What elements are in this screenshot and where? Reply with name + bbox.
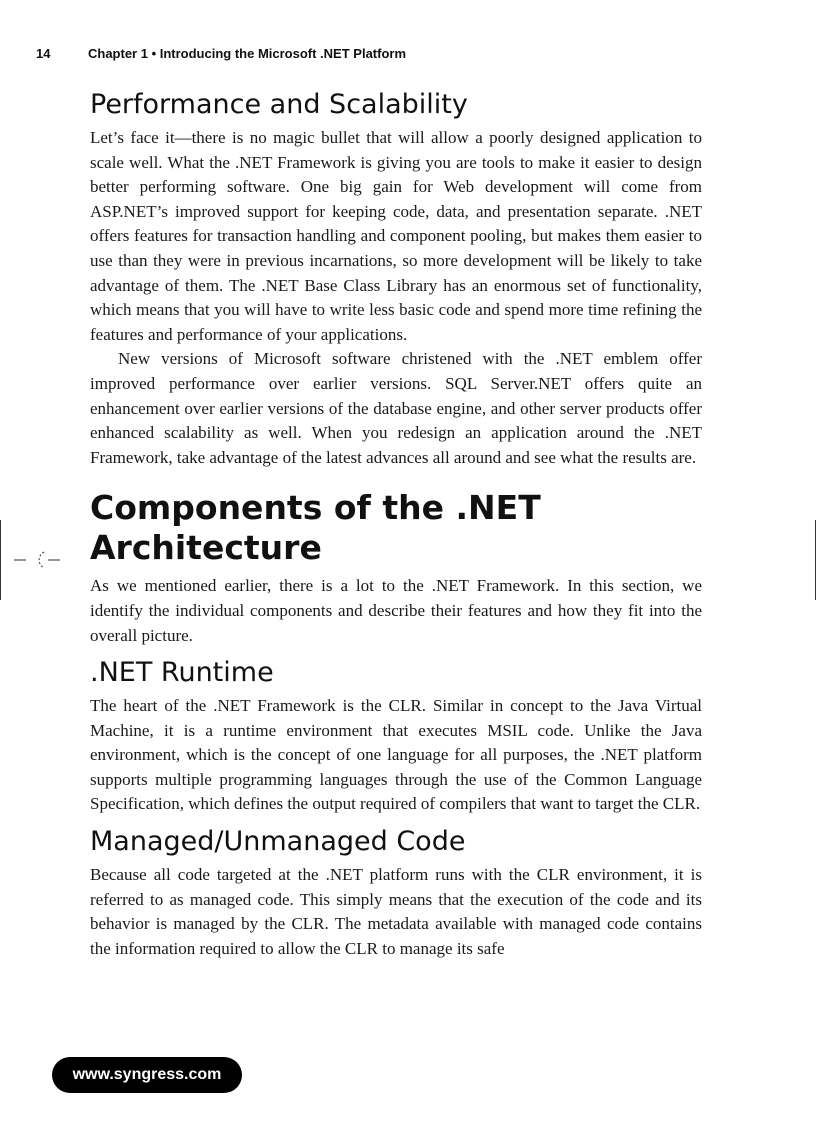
paragraph-performance-2: New versions of Microsoft software christened with the .NET emblem offer improved performance over earlier versions. SQL Server.NET offers quite an enhancement over earlier versions of the database engine, and other server products offer enhanced scalability as well. When you redesign an application around the .NET Framework, take advantage of the latest advances all around and see what the results are. (90, 349, 702, 467)
crop-mark-left (0, 520, 1, 600)
heading-performance: Performance and Scalability (90, 89, 468, 120)
running-head (36, 46, 406, 61)
chapter-title: Chapter 1 • Introducing the Microsoft .NET Platform (88, 46, 407, 61)
heading-managed-code: Managed/Unmanaged Code (90, 826, 466, 858)
paragraph-managed-1: Because all code targeted at the .NET platform runs with the CLR environment, it is referred to as managed code. This simply means that the execution of the code and its behavior is managed by the CLR. The metadata available with managed code contains the information required to allow the CLR to manage its safe (90, 865, 702, 958)
page-number: 14 (36, 46, 51, 61)
paragraph-components-1: As we mentioned earlier, there is a lot to the .NET Framework. In this section, we identify the individual components and describe their features and how they fit into the overall picture. (90, 576, 702, 645)
page-content (90, 88, 702, 961)
paragraph-runtime-1: The heart of the .NET Framework is the CLR. Similar in concept to the Java Virtual Machine, it is a runtime environment that executes MSIL code. Unlike the Java environment, which is the concept of one language for all purposes, the .NET platform supports multiple programming languages through the use of the Common Language Specification, which defines the output required of compilers that want to target the CLR. (90, 696, 702, 814)
heading-components: Components of the .NET Architecture (90, 488, 541, 568)
paragraph-performance-1: Let’s face it—there is no magic bullet that will allow a poorly designed application to scale well. What the .NET Framework is giving you are tools to make it easier to design better performing software. One big gain for Web development will come from ASP.NET’s improved support for keeping code, data, and presentation separate. .NET offers features for transaction handling and component pooling, but makes them easier to use than they were in previous incarnations, so more development will be likely to take advantage of them. The .NET Base Class Library has an enormous set of functionality, which means that you will have to write less basic code and spend more time refining the features and performance of your applications. (90, 128, 702, 344)
heading-runtime: .NET Runtime (90, 657, 274, 689)
registration-mark-icon (14, 548, 60, 572)
footer-url-link[interactable]: www.syngress.com (52, 1057, 242, 1093)
